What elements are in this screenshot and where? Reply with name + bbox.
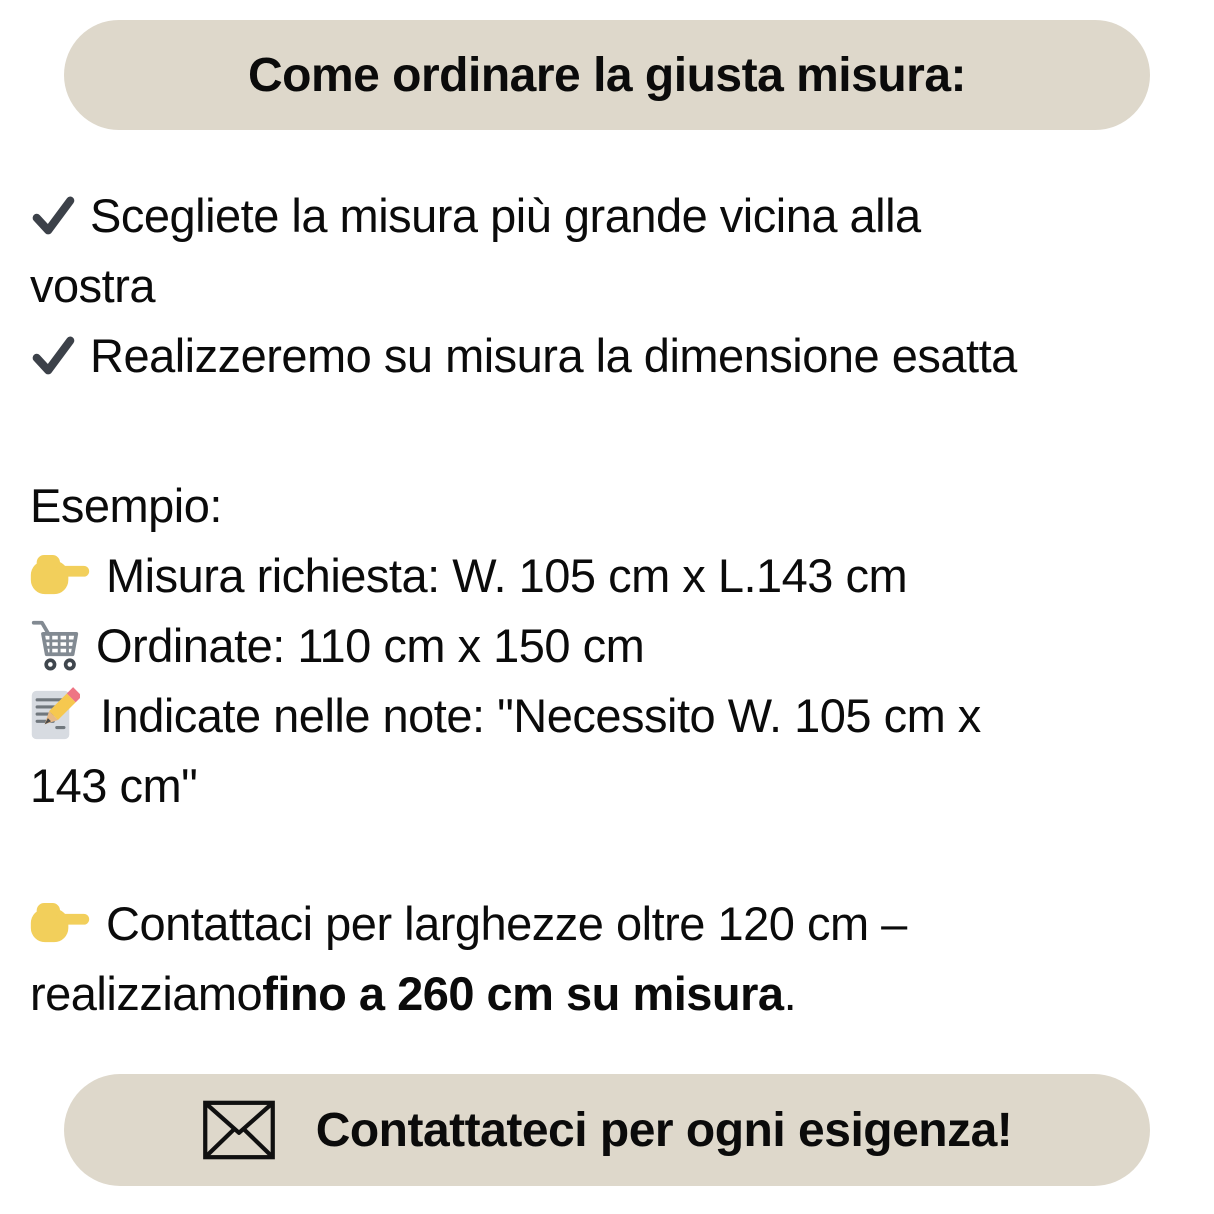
example-note-line-2 [30,750,1194,820]
checklist-item-1-continued [30,250,1194,320]
example-heading [30,470,1194,540]
example-heading-text: Esempio: [30,478,222,532]
check-icon [30,192,76,238]
custom-width-text-prefix: realizziamo [30,966,263,1020]
checklist-item-1 [30,180,1194,250]
custom-width-text-bold: fino a 260 cm su misura [262,966,784,1020]
custom-width-text-line-1: Contattaci per larghezze oltre 120 cm – [106,896,907,950]
checklist-item-2 [30,320,1194,390]
example-note-line-1 [30,680,1194,750]
checklist-item-2-text: Realizzeremo su misura la dimensione esatta [90,328,1017,382]
envelope-icon [202,1100,276,1160]
example-note-text: Indicate nelle note: "Necessito W. 105 cm x [100,688,981,742]
memo-pencil-icon [30,687,80,743]
custom-width-text-suffix: . [783,966,797,1020]
checklist-item-1-text-wrap: vostra [30,258,155,312]
custom-width-line-1 [30,888,1194,958]
page-title: Come ordinare la giusta misura: [247,48,967,102]
pointing-right-hand-icon [30,553,90,597]
content [0,180,1214,1028]
example-note-text-wrap: 143 cm" [30,758,198,812]
custom-width-line-2 [30,958,1194,1028]
contact-cta-label: Contattateci per ogni esigenza! [315,1103,1013,1157]
pointing-right-hand-icon [30,901,90,945]
contact-cta-button[interactable] [64,1074,1150,1186]
example-requested-size [30,540,1194,610]
shopping-cart-icon [30,618,80,672]
example-order-size [30,610,1194,680]
check-icon [30,332,76,378]
example-order-size-text: Ordinate: 110 cm x 150 cm [96,618,645,672]
header-pill [64,20,1150,130]
example-requested-size-text: Misura richiesta: W. 105 cm x L.143 cm [106,548,908,602]
checklist-item-1-text: Scegliete la misura più grande vicina alla [90,188,921,242]
